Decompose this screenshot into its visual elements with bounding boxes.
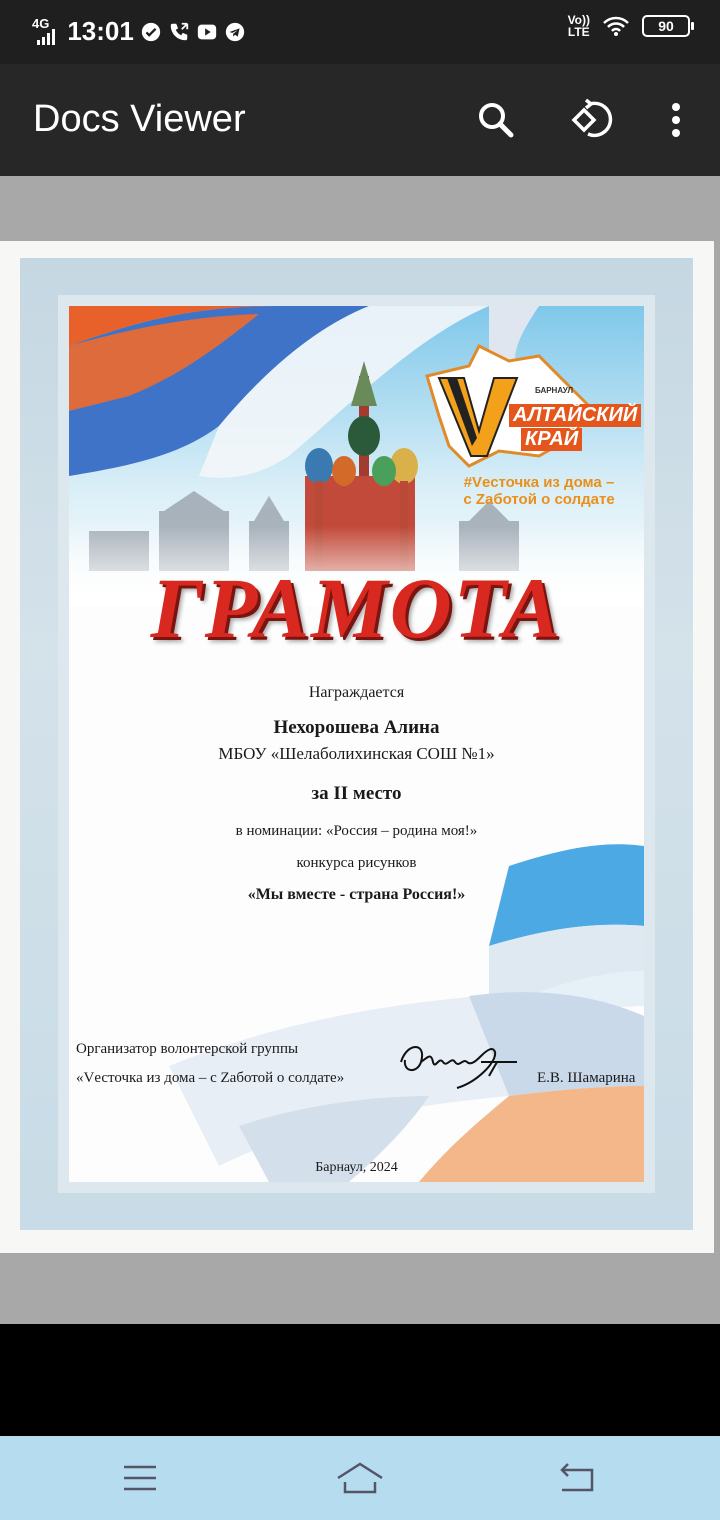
organizer-line1: Организатор волонтерской группы [76,1041,299,1057]
search-icon [476,100,516,140]
document-viewer[interactable] [0,176,720,1324]
more-options-button[interactable] [650,94,702,146]
app-title: Docs Viewer [33,98,246,140]
telegram-icon [224,21,246,43]
youtube-icon [196,21,218,43]
award-place: за II место [311,783,402,804]
battery-icon: 90 [642,15,690,37]
status-left [32,16,246,47]
back-button[interactable] [548,1456,608,1500]
bottom-spacer [0,1324,720,1436]
status-bar [0,0,720,64]
rotate-button[interactable] [566,94,618,146]
network-type: 4G [32,15,50,31]
certificate-inner-frame [58,295,655,1193]
certificate-outer-frame [20,258,693,1230]
contest-label: конкурса рисунков [296,855,417,871]
nomination: в номинации: «Россия – родина моя!» [235,823,478,839]
volte-label: Vo)) [567,13,590,27]
signal-icon [37,29,55,45]
contest-name: «Мы вместе - страна Россия!» [247,886,466,903]
back-icon [558,1462,598,1494]
status-right [568,14,690,38]
logo-slogan-line2: с Zаботой о солдате [463,491,615,508]
logo-region-line1: АЛТАЙСКИЙ [509,404,641,427]
signature-mark [397,1032,522,1092]
search-button[interactable] [470,94,522,146]
school-name: МБОУ «Шелаболихинская СОШ №1» [218,744,495,763]
recipient-name: Нехорошева Алина [273,717,440,738]
place-date: Барнаул, 2024 [315,1160,398,1175]
lte-label: LTE [567,25,590,39]
wifi-icon [602,15,630,37]
call-icon [168,21,190,43]
document-page[interactable] [0,241,714,1253]
awarded-label: Награждается [308,684,405,701]
app-bar [0,64,720,176]
logo-slogan-line1: #Vесточка из дома – [463,474,615,491]
check-circle-icon [140,21,162,43]
certificate [69,306,644,1182]
clock: 13:01 [67,16,134,46]
menu-icon [122,1464,158,1492]
logo-city-label: БАРНАУЛ [535,386,574,395]
signature-name: Е.В. Шамарина [537,1070,636,1086]
logo-region-line2: КРАЙ [521,428,582,451]
home-icon [335,1460,385,1496]
home-button[interactable] [330,1456,390,1500]
rotate-icon [570,98,614,142]
certificate-title: ГРАМОТА [150,560,563,656]
logo-slogan [439,474,639,508]
more-vert-icon [669,100,683,140]
recent-apps-button[interactable] [110,1456,170,1500]
volte-indicator [568,14,590,38]
navigation-bar [0,1436,720,1520]
organizer-line2: «Vесточка из дома – с Zаботой о солдате» [76,1070,345,1086]
